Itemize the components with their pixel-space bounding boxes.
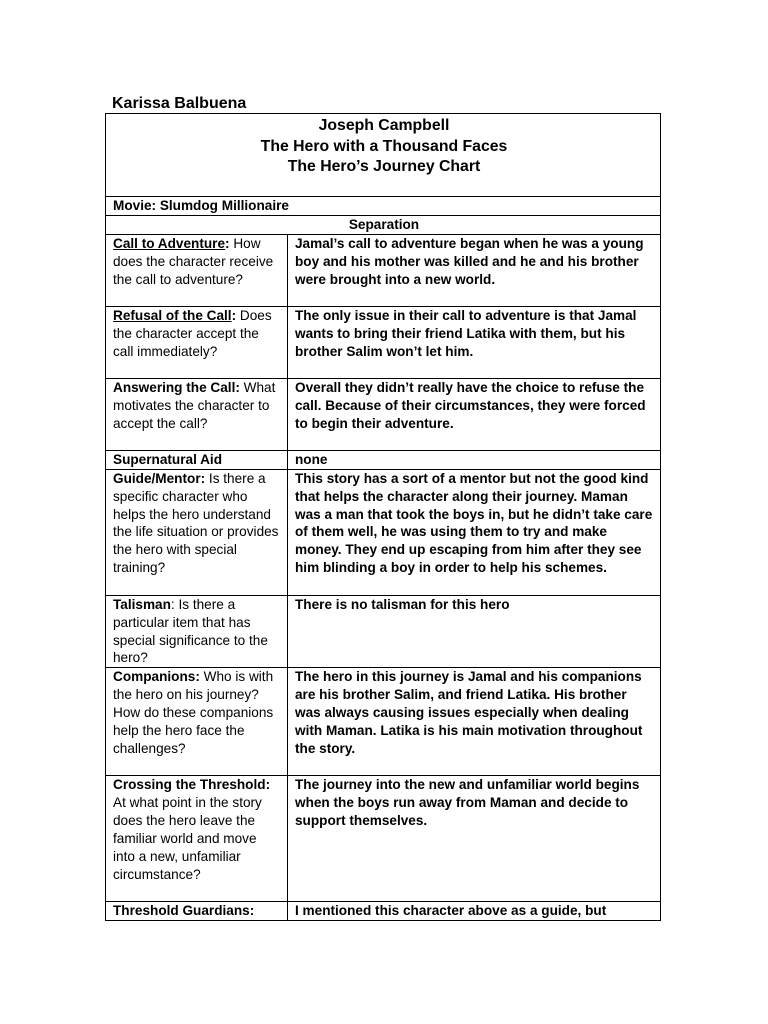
stage-cell <box>106 469 288 595</box>
stage-response: The hero in this journey is Jamal and his companions are his brother Salim, and friend Latika. His brother was always causing issues especially when dealing with Maman. Latika is his main motivation throughout the story. <box>288 668 661 776</box>
heros-journey-table <box>105 113 661 921</box>
stage-response: This story has a sort of a mentor but not the good kind that helps the character along their journey. Maman was a man that took the boys in, but he didn’t take care of them well, he was using them to try and make money. They end up escaping from him after they see him blinding a boy in order to help his schemes. <box>288 469 661 595</box>
table-row <box>106 306 661 378</box>
chart-title-chart: The Hero’s Journey Chart <box>287 158 481 175</box>
table-row <box>106 776 661 902</box>
stage-cell <box>106 902 288 921</box>
stage-cell <box>106 595 288 668</box>
stage-cell <box>106 450 288 469</box>
stage-name: Refusal of the Call <box>113 307 232 323</box>
stage-name: Threshold Guardians: <box>113 903 255 919</box>
stage-suffix: : <box>231 307 237 323</box>
stage-name: Call to Adventure <box>113 235 226 251</box>
stage-response: There is no talisman for this hero <box>288 595 661 668</box>
section-row <box>106 215 661 234</box>
stage-prompt: How does the character receive the call to adventure? <box>113 235 274 287</box>
table-row <box>106 902 661 921</box>
stage-name: Companions: <box>113 669 200 685</box>
table-row <box>106 378 661 450</box>
author-name: Karissa Balbuena <box>112 95 247 112</box>
stage-response: none <box>288 450 661 469</box>
stage-response: I mentioned this character above as a guide, but <box>288 902 661 921</box>
stage-prompt: Is there a specific character who helps the hero understand the life situation or provides the hero with special training? <box>113 470 279 576</box>
table-row <box>106 234 661 306</box>
stage-name: Crossing the Threshold: <box>113 777 271 793</box>
stage-prompt: Does the character accept the call immediately? <box>113 307 272 359</box>
stage-response: Jamal’s call to adventure began when he was a young boy and his mother was killed and he and his brother were brought into a new world. <box>288 234 661 306</box>
table-row <box>106 595 661 668</box>
stage-cell <box>106 234 288 306</box>
stage-prompt: : Is there a particular item that has special significance to the hero? <box>113 596 268 666</box>
stage-response: Overall they didn’t really have the choice to refuse the call. Because of their circumstances, they were forced to begin their adventure. <box>288 378 661 450</box>
stage-response: The only issue in their call to adventure is that Jamal wants to bring their friend Latika with them, but his brother Salim won’t let him. <box>288 306 661 378</box>
stage-response: The journey into the new and unfamiliar world begins when the boys run away from Maman and decide to support themselves. <box>288 776 661 902</box>
table-header-row <box>106 114 661 197</box>
table-row <box>106 668 661 776</box>
section-heading: Separation <box>106 215 661 234</box>
stage-cell <box>106 776 288 902</box>
stage-name: Guide/Mentor: <box>113 470 206 486</box>
stage-prompt: Who is with the hero on his journey? How do these companions help the hero face the challenges? <box>113 669 274 756</box>
movie-row <box>106 197 661 216</box>
movie-title: Movie: Slumdog Millionaire <box>106 197 661 216</box>
stage-prompt: At what point in the story does the hero leave the familiar world and move into a new, unfamiliar circumstance? <box>113 795 262 882</box>
table-row <box>106 450 661 469</box>
stage-suffix: : <box>225 235 230 251</box>
chart-title-author: Joseph Campbell <box>318 117 450 134</box>
stage-name: Talisman <box>113 596 171 612</box>
table-row <box>106 469 661 595</box>
stage-name: Supernatural Aid <box>113 451 223 467</box>
stage-name: Answering the Call: <box>113 379 240 395</box>
chart-title <box>106 114 661 197</box>
stage-cell <box>106 378 288 450</box>
chart-title-book: The Hero with a Thousand Faces <box>260 137 508 155</box>
stage-cell <box>106 306 288 378</box>
stage-cell <box>106 668 288 776</box>
stage-prompt: What motivates the character to accept the call? <box>113 379 276 431</box>
